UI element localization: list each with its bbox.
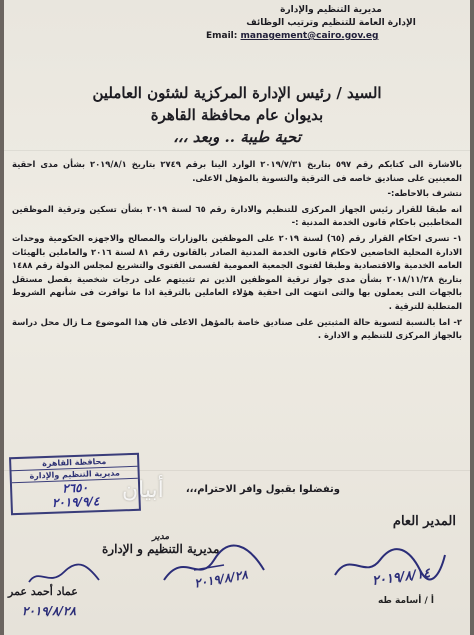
stamp-governorate: محافظة القاهرة bbox=[11, 455, 137, 471]
watermark: أبيان bbox=[122, 478, 164, 503]
signature-date-right: ٢٠١٩/٨/١٤ bbox=[370, 566, 431, 589]
email-label: Email: bbox=[206, 31, 238, 41]
stamp-number: ٢٦٥٠ bbox=[62, 480, 89, 496]
signature-director-general bbox=[393, 510, 456, 529]
letterhead-email bbox=[206, 31, 456, 41]
signature-title: المدير العام bbox=[392, 514, 456, 529]
closing-line: وتفضلوا بقبول وافر الاحترام،،، bbox=[185, 484, 340, 495]
stamp-date: ٢٠١٩/٩/٤ bbox=[51, 494, 100, 510]
email-address[interactable]: management@cairo.gov.eg bbox=[240, 31, 379, 41]
addressee-organization: بديوان عام محافظة القاهرة bbox=[150, 106, 324, 124]
greeting: تحية طيبة .. وبعد ،،، bbox=[173, 128, 301, 146]
body-decision-paragraph: انه طبقا للقرار رئيس الجهاز المركزى للتنظيم والادارة رقم ٦٥ لسنة ٢٠١٩ بشأن تسكين وترقية الموظفين المخاطبين باحكام قانون الخدمة المدنية :- bbox=[12, 203, 462, 228]
signature-name-right: أ / أسامة طه bbox=[377, 596, 434, 606]
body-point-1: ١- تسرى احكام القرار رقم (٦٥) لسنة ٢٠١٩ على الموظفين بالوزارات والمصالح والاجهزه الحكومية ووحدات الادارة المحلية الخاضعين لاحكام قانون الخدمة المدنية الصادر بالقانون رقم ٨١ لسنة ٢٠١٦ والعاملين بالهيئات العامه الخدمية والاقتصادية وطبقا لفتوى الجمعية العمومية لقسمى الفتوى والتشريع لمجلس الدولة رقم ١٤٨٨ بتاريخ ٢٠١٨/١١/٢٨ بشأن مدى جواز ترقية الموظفين الذين تم تثبيتهم على درجات شخصية بفصل مستقل بالجهات التى يعملون بها والتى انتهت الى احقية هؤلاء العاملين بالترقية اذا ما توافرت فى شأنهم الشروط المتطلبة للترقية . bbox=[12, 232, 462, 311]
signature-left-name: عماد أحمد عمر bbox=[8, 585, 78, 598]
letterhead-directorate: مديرية التنظيم والإدارة bbox=[280, 5, 382, 15]
signature-scribble bbox=[24, 562, 104, 590]
paper-fold bbox=[4, 150, 470, 151]
letterhead bbox=[206, 4, 456, 41]
stamp-directorate: مديرية التنظيم والإدارة bbox=[12, 467, 138, 483]
document-page bbox=[4, 0, 470, 635]
body-point-2: ٢- اما بالنسبة لتسوية حالة المثبتين على صناديق خاصة بالمؤهل الاعلى فان هذا الموضوع مـا زال محل دراسة بالجهاز المركزى للتنظيم و الادارة . bbox=[12, 316, 462, 341]
body-intro: نتشرف بالاحاطه:- bbox=[387, 188, 462, 199]
letterhead-department: الإدارة العامة للتنظيم وترتيب الوظائف bbox=[246, 18, 416, 28]
addressee-block bbox=[34, 82, 440, 126]
signature-directorate-title: مديرية التنظيم و الإدارة bbox=[102, 542, 220, 556]
letter-body bbox=[12, 158, 462, 345]
signature-date-left: ٢٠١٩/٨/٢٨ bbox=[22, 604, 76, 618]
body-reference-paragraph: بالاشارة الى كتابكم رقم ٥٩٧ بتاريخ ٢٠١٩/٧/٣١ الوارد الينا برقم ٢٧٤٩ بتاريخ ٢٠١٩/٨/١ بشأن مدى احقية المعينين على صناديق خاصه فى الترقية والتسوية بالمؤهل الاعلى. bbox=[12, 159, 463, 183]
signature-date-mid: ٢٠١٩/٨/٢٨ bbox=[193, 567, 249, 591]
signature-role-small: مدير bbox=[152, 532, 170, 542]
addressee-title: السيد / رئيس الإدارة المركزية لشئون العاملين bbox=[92, 84, 382, 102]
